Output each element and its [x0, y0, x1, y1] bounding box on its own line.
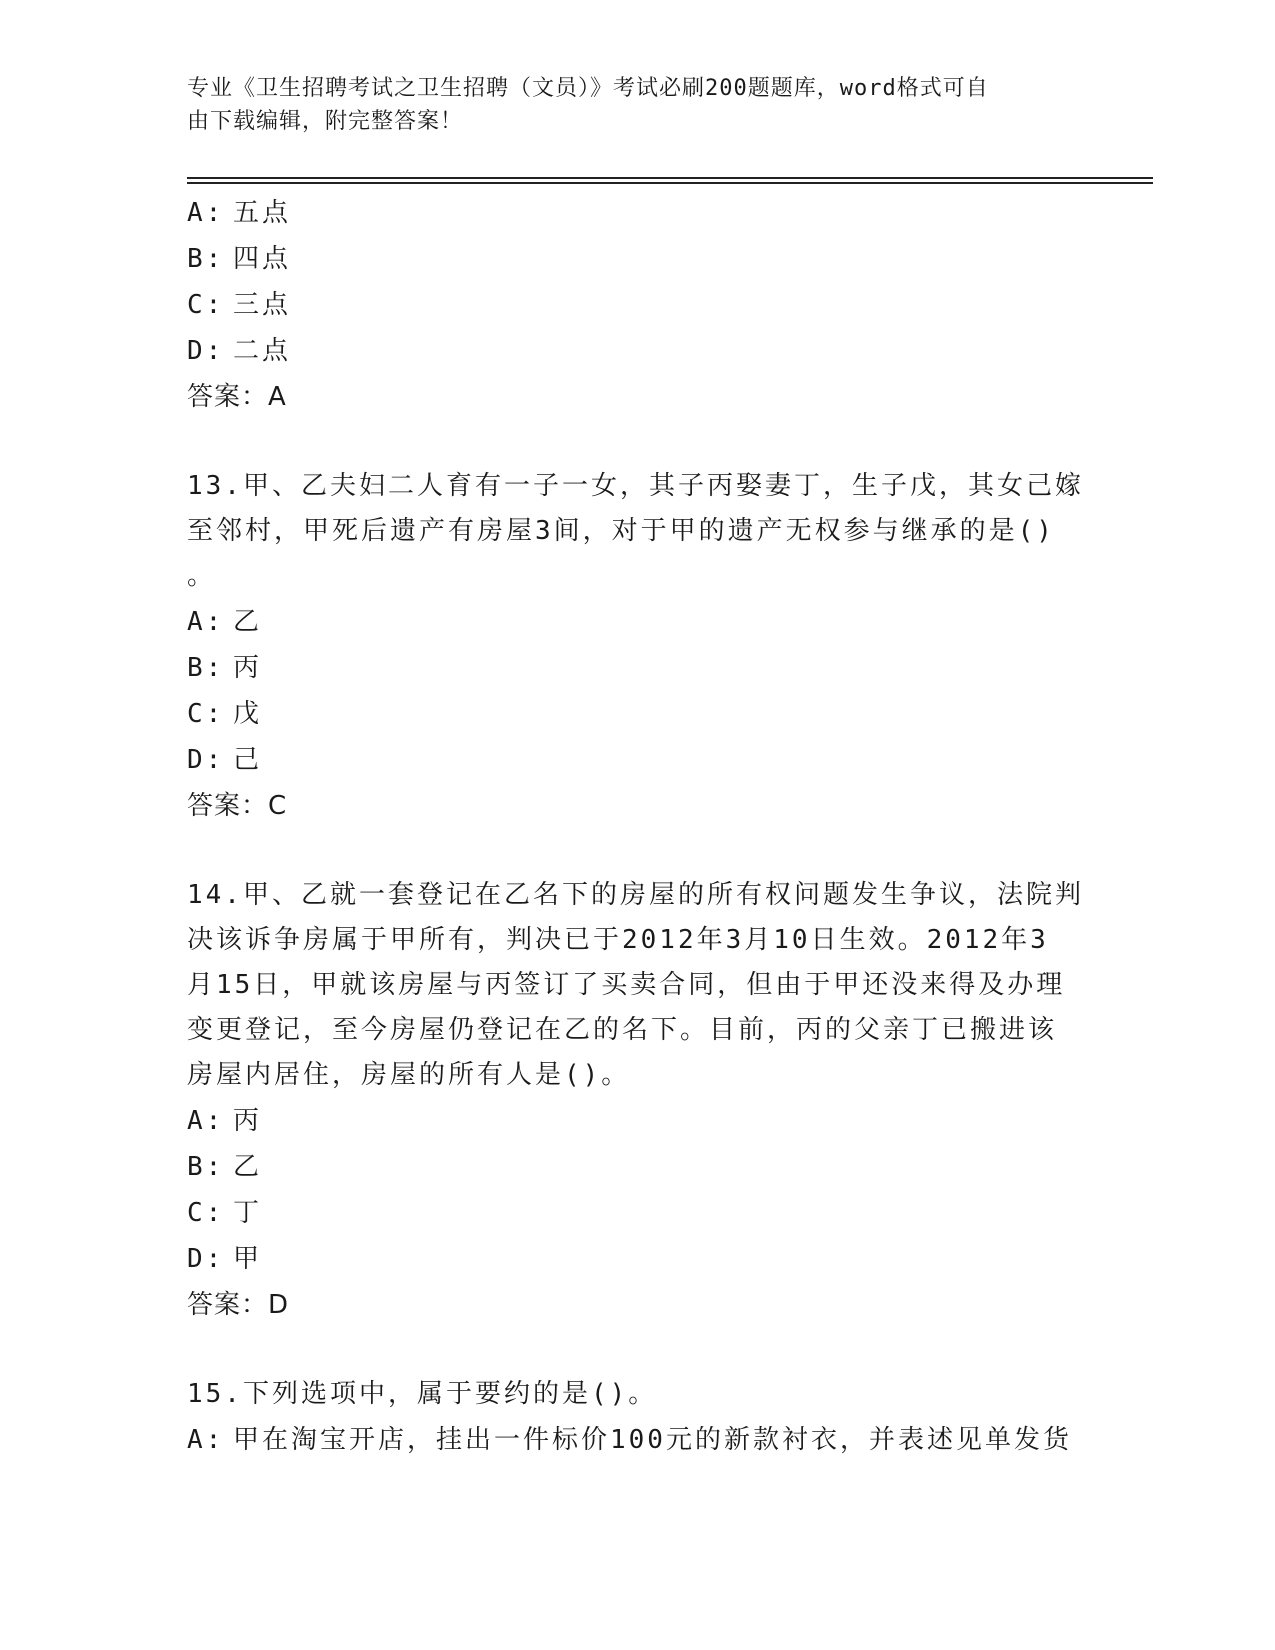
spacer	[187, 420, 1077, 464]
option-c	[187, 691, 1077, 737]
option-label: B:	[187, 653, 225, 683]
question-text-line: 14.甲、乙就一套登记在乙名下的房屋的所有权问题发生争议，法院判	[187, 880, 1084, 910]
option-b	[187, 645, 1077, 691]
option-label: D:	[187, 336, 225, 366]
option-text: 甲	[233, 1244, 263, 1274]
spacer	[187, 1328, 1077, 1372]
header-line-2: 由下载编辑，附完整答案！	[187, 109, 464, 134]
option-a	[187, 599, 1077, 645]
question-text-line: 至邻村，甲死后遗产有房屋3间，对于甲的遗产无权参与继承的是()	[187, 516, 1055, 546]
option-label: B:	[187, 244, 225, 274]
option-label: C:	[187, 1198, 225, 1228]
question-13	[187, 464, 1084, 829]
option-label: A:	[187, 1425, 225, 1455]
option-c	[187, 1190, 1077, 1236]
option-text: 己	[233, 745, 263, 775]
option-label: B:	[187, 1152, 225, 1182]
option-text: 丙	[233, 653, 263, 683]
document-header	[187, 72, 1087, 138]
option-label: D:	[187, 1244, 225, 1274]
option-text: 戊	[233, 699, 263, 729]
option-text: 甲在淘宝开店，挂出一件标价100元的新款衬衣，并表述见单发货	[233, 1425, 1072, 1455]
question-text-line: 房屋内居住，房屋的所有人是()。	[187, 1060, 631, 1090]
option-text: 二点	[233, 336, 292, 366]
option-c	[187, 282, 1077, 328]
option-label: A:	[187, 198, 225, 228]
question-text-line: 月15日，甲就该房屋与丙签订了买卖合同，但由于甲还没来得及办理	[187, 970, 1066, 1000]
option-d	[187, 737, 1077, 783]
header-rule-bottom	[187, 182, 1153, 184]
option-label: A:	[187, 607, 225, 637]
question-text-line: 变更登记，至今房屋仍登记在乙的名下。目前，丙的父亲丁已搬进该	[187, 1015, 1058, 1045]
question-text-line: 13.甲、乙夫妇二人育有一子一女，其子丙娶妻丁，生子戊，其女己嫁	[187, 471, 1084, 501]
header-rule-top	[187, 177, 1153, 179]
option-a	[187, 1417, 1077, 1463]
option-text: 丁	[233, 1198, 263, 1228]
option-d	[187, 1236, 1077, 1282]
option-d	[187, 328, 1077, 374]
option-text: 丙	[233, 1106, 263, 1136]
answer-line: 答案：A	[187, 382, 287, 412]
option-text: 乙	[233, 607, 263, 637]
option-text: 四点	[233, 244, 292, 274]
question-text-line: 15.下列选项中，属于要约的是()。	[187, 1379, 658, 1409]
option-label: D:	[187, 745, 225, 775]
option-text: 五点	[233, 198, 292, 228]
option-label: C:	[187, 699, 225, 729]
header-line-1: 专业《卫生招聘考试之卫生招聘（文员）》考试必刷200题题库，word格式可自	[187, 76, 989, 101]
spacer	[187, 829, 1077, 873]
option-b	[187, 1144, 1077, 1190]
question-content	[187, 190, 1084, 1463]
question-14	[187, 873, 1084, 1328]
option-a	[187, 1098, 1077, 1144]
option-a	[187, 190, 1077, 236]
option-label: A:	[187, 1106, 225, 1136]
option-label: C:	[187, 290, 225, 320]
option-b	[187, 236, 1077, 282]
prev-question	[187, 190, 1077, 420]
answer-line: 答案：C	[187, 791, 288, 821]
question-text-line: 决该诉争房属于甲所有，判决已于2012年3月10日生效。2012年3	[187, 925, 1049, 955]
option-text: 乙	[233, 1152, 263, 1182]
question-15	[187, 1372, 1077, 1463]
answer-line: 答案：D	[187, 1290, 290, 1320]
question-text-line: 。	[187, 561, 217, 591]
option-text: 三点	[233, 290, 292, 320]
